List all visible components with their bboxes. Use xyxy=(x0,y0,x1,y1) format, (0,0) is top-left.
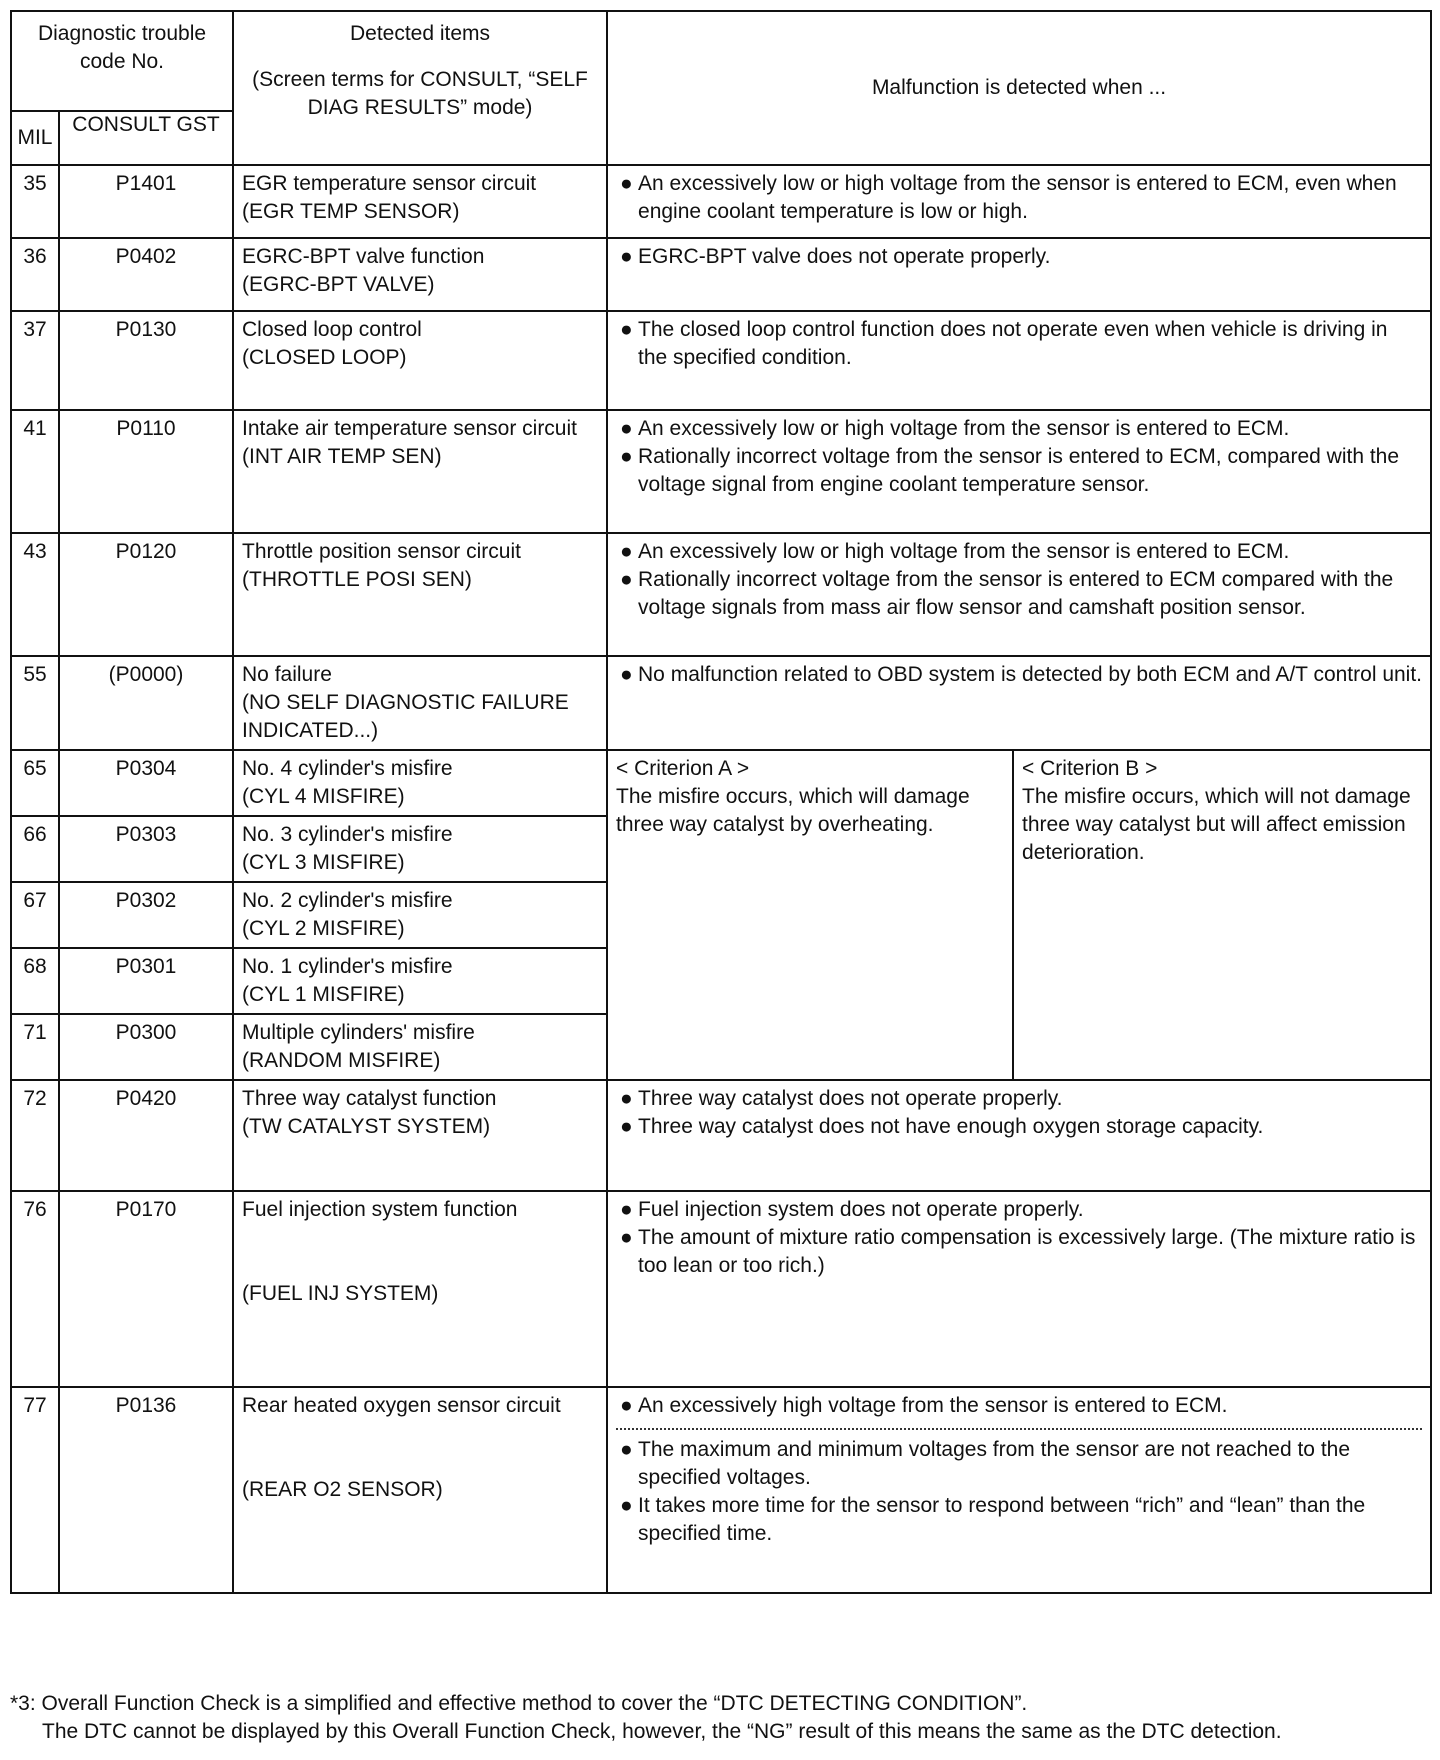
malfunction-bullet-text: The closed loop control function does not operate even when vehicle is driving in the specified condition. xyxy=(638,318,1388,369)
bullet-icon: ● xyxy=(620,540,633,563)
malfunction-bullet-text: EGRC-BPT valve does not operate properly. xyxy=(638,245,1051,268)
mil-cell: 68 xyxy=(11,948,59,1014)
malfunction-bullet xyxy=(616,661,1422,689)
malfunction-cell xyxy=(607,1080,1431,1191)
detected-item-cell xyxy=(233,948,607,1014)
malfunction-bullet xyxy=(616,170,1422,226)
header-malfunction: Malfunction is detected when ... xyxy=(607,11,1431,165)
detected-item-name: Throttle position sensor circuit xyxy=(242,540,521,563)
detected-item-name: Three way catalyst function xyxy=(242,1087,497,1110)
spacer xyxy=(242,1224,598,1280)
mil-cell: 55 xyxy=(11,656,59,750)
screen-term: (EGR TEMP SENSOR) xyxy=(242,200,460,223)
malfunction-bullet xyxy=(616,1436,1422,1492)
detected-item-name: Fuel injection system function xyxy=(242,1198,518,1221)
consult-gst-cell: P0402 xyxy=(59,238,233,311)
malfunction-bullet-text: Three way catalyst does not have enough oxygen storage capacity. xyxy=(638,1115,1264,1138)
bullet-icon: ● xyxy=(620,1494,633,1517)
detected-item-cell xyxy=(233,238,607,311)
header-detected-items xyxy=(233,11,607,165)
malfunction-bullet xyxy=(616,1492,1422,1548)
malfunction-bullet-text: It takes more time for the sensor to respond between “rich” and “lean” than the specified time. xyxy=(638,1494,1366,1545)
screen-term: (INT AIR TEMP SEN) xyxy=(242,445,442,468)
malfunction-bullet-text: Rationally incorrect voltage from the sensor is entered to ECM, compared with the voltage signal from engine coolant temperature sensor. xyxy=(638,445,1400,496)
table-row xyxy=(11,533,1431,656)
header-consult-gst: CONSULT GST xyxy=(59,111,233,165)
malfunction-cell xyxy=(607,533,1431,656)
detected-item-name: No. 1 cylinder's misfire xyxy=(242,955,453,978)
consult-gst-cell: P0420 xyxy=(59,1080,233,1191)
malfunction-bullet-text: The amount of mixture ratio compensation is excessively large. (The mixture ratio is too lean or too rich.) xyxy=(638,1226,1416,1277)
bullet-icon: ● xyxy=(620,417,633,440)
detected-item-cell xyxy=(233,1191,607,1387)
detected-item-cell xyxy=(233,1080,607,1191)
malfunction-bullet-text: The maximum and minimum voltages from the sensor are not reached to the specified voltages. xyxy=(638,1438,1351,1489)
dotted-divider xyxy=(616,1428,1422,1430)
bullet-icon: ● xyxy=(620,663,633,686)
malfunction-bullet-text: Three way catalyst does not operate properly. xyxy=(638,1087,1063,1110)
screen-term: (EGRC-BPT VALVE) xyxy=(242,273,435,296)
malfunction-cell xyxy=(607,1191,1431,1387)
malfunction-bullet-text: No malfunction related to OBD system is detected by both ECM and A/T control unit. xyxy=(638,663,1423,686)
mil-cell: 35 xyxy=(11,165,59,238)
consult-gst-cell: P0302 xyxy=(59,882,233,948)
malfunction-cell xyxy=(607,311,1431,410)
mil-cell: 71 xyxy=(11,1014,59,1080)
detected-item-name: No. 3 cylinder's misfire xyxy=(242,823,453,846)
bullet-icon: ● xyxy=(620,172,633,195)
detected-item-cell xyxy=(233,1014,607,1080)
consult-gst-cell: P0120 xyxy=(59,533,233,656)
detected-item-name: Closed loop control xyxy=(242,318,422,341)
screen-term: (REAR O2 SENSOR) xyxy=(242,1478,443,1501)
table-row xyxy=(11,311,1431,410)
detected-item-cell xyxy=(233,165,607,238)
screen-term: (CYL 4 MISFIRE) xyxy=(242,785,405,808)
malfunction-bullet xyxy=(616,316,1422,372)
screen-term: (TW CATALYST SYSTEM) xyxy=(242,1115,491,1138)
malfunction-bullet xyxy=(616,415,1422,443)
criterion-b-title: < Criterion B > xyxy=(1022,757,1158,780)
malfunction-bullet xyxy=(616,1085,1422,1113)
mil-cell: 77 xyxy=(11,1387,59,1593)
table-row xyxy=(11,1080,1431,1191)
detected-item-name: No. 2 cylinder's misfire xyxy=(242,889,453,912)
detected-item-cell xyxy=(233,882,607,948)
header-dtc-no: Diagnostic trouble code No. xyxy=(11,11,233,111)
mil-cell: 37 xyxy=(11,311,59,410)
consult-gst-cell: P0303 xyxy=(59,816,233,882)
detected-item-name: No. 4 cylinder's misfire xyxy=(242,757,453,780)
detected-item-cell xyxy=(233,311,607,410)
screen-term: (CYL 3 MISFIRE) xyxy=(242,851,405,874)
bullet-icon: ● xyxy=(620,245,633,268)
detected-item-cell xyxy=(233,656,607,750)
bullet-icon: ● xyxy=(620,1198,633,1221)
bullet-icon: ● xyxy=(620,568,633,591)
malfunction-cell xyxy=(607,238,1431,311)
footnote xyxy=(10,1690,1430,1746)
bullet-icon: ● xyxy=(620,1394,633,1417)
table-row xyxy=(11,1387,1431,1593)
bullet-icon: ● xyxy=(620,445,633,468)
bullet-icon: ● xyxy=(620,1087,633,1110)
malfunction-cell xyxy=(607,1387,1431,1593)
table-row xyxy=(11,750,1431,816)
table-row xyxy=(11,656,1431,750)
criterion-a-title: < Criterion A > xyxy=(616,757,750,780)
malfunction-cell xyxy=(607,165,1431,238)
malfunction-bullet xyxy=(616,1113,1422,1141)
malfunction-bullet-text: An excessively low or high voltage from the sensor is entered to ECM. xyxy=(638,417,1290,440)
mil-cell: 66 xyxy=(11,816,59,882)
consult-gst-cell: P1401 xyxy=(59,165,233,238)
malfunction-bullet xyxy=(616,1224,1422,1280)
detected-item-name: Multiple cylinders' misfire xyxy=(242,1021,475,1044)
bullet-icon: ● xyxy=(620,318,633,341)
malfunction-bullet xyxy=(616,243,1422,271)
malfunction-bullet xyxy=(616,566,1422,622)
mil-cell: 65 xyxy=(11,750,59,816)
screen-term: (CYL 2 MISFIRE) xyxy=(242,917,405,940)
consult-gst-cell: P0301 xyxy=(59,948,233,1014)
criterion-b-text: The misfire occurs, which will not damage three way catalyst but will affect emission deterioration. xyxy=(1022,785,1411,864)
malfunction-bullet-text: Fuel injection system does not operate properly. xyxy=(638,1198,1084,1221)
detected-item-name: EGRC-BPT valve function xyxy=(242,245,485,268)
bullet-icon: ● xyxy=(620,1115,633,1138)
table-row xyxy=(11,1191,1431,1387)
consult-gst-cell: (P0000) xyxy=(59,656,233,750)
malfunction-cell xyxy=(607,410,1431,533)
malfunction-bullet-text: An excessively low or high voltage from the sensor is entered to ECM, even when engine coolant temperature is low or high. xyxy=(638,172,1397,223)
consult-gst-cell: P0110 xyxy=(59,410,233,533)
malfunction-bullet xyxy=(616,538,1422,566)
malfunction-bullet xyxy=(616,1196,1422,1224)
header-detected-items-title: Detected items xyxy=(349,22,491,45)
malfunction-bullet xyxy=(616,443,1422,499)
malfunction-bullet-text: Rationally incorrect voltage from the sensor is entered to ECM compared with the voltage signals from mass air flow sensor and camshaft position sensor. xyxy=(638,568,1394,619)
malfunction-cell xyxy=(607,656,1431,750)
malfunction-bullet-text: An excessively low or high voltage from the sensor is entered to ECM. xyxy=(638,540,1290,563)
footnote-line-2: The DTC cannot be displayed by this Overall Function Check, however, the “NG” result of this means the same as the DTC detection. xyxy=(42,1720,1282,1743)
consult-gst-cell: P0136 xyxy=(59,1387,233,1593)
criterion-b-cell xyxy=(1013,750,1431,1080)
dtc-table xyxy=(10,10,1432,1594)
malfunction-bullet xyxy=(616,1392,1422,1420)
detected-item-name: No failure xyxy=(242,663,332,686)
detected-item-name: EGR temperature sensor circuit xyxy=(242,172,537,195)
table-row xyxy=(11,410,1431,533)
header-screen-terms: (Screen terms for CONSULT, “SELF DIAG RESULTS” mode) xyxy=(252,68,588,119)
criterion-a-text: The misfire occurs, which will damage three way catalyst by overheating. xyxy=(616,785,970,836)
consult-gst-cell: P0170 xyxy=(59,1191,233,1387)
screen-term: (NO SELF DIAGNOSTIC FAILURE INDICATED...) xyxy=(242,691,569,742)
mil-cell: 76 xyxy=(11,1191,59,1387)
malfunction-bullet-text: An excessively high voltage from the sensor is entered to ECM. xyxy=(638,1394,1228,1417)
detected-item-name: Intake air temperature sensor circuit xyxy=(242,417,577,440)
consult-gst-cell: P0130 xyxy=(59,311,233,410)
detected-item-cell xyxy=(233,816,607,882)
mil-cell: 36 xyxy=(11,238,59,311)
mil-cell: 72 xyxy=(11,1080,59,1191)
consult-gst-cell: P0304 xyxy=(59,750,233,816)
detected-item-name: Rear heated oxygen sensor circuit xyxy=(242,1394,561,1417)
mil-cell: 41 xyxy=(11,410,59,533)
screen-term: (CYL 1 MISFIRE) xyxy=(242,983,405,1006)
screen-term: (RANDOM MISFIRE) xyxy=(242,1049,441,1072)
table-row xyxy=(11,165,1431,238)
screen-term: (THROTTLE POSI SEN) xyxy=(242,568,472,591)
table-row xyxy=(11,238,1431,311)
spacer xyxy=(242,1420,598,1476)
consult-gst-cell: P0300 xyxy=(59,1014,233,1080)
detected-item-cell xyxy=(233,1387,607,1593)
header-mil: MIL xyxy=(11,111,59,165)
mil-cell: 43 xyxy=(11,533,59,656)
detected-item-cell xyxy=(233,750,607,816)
detected-item-cell xyxy=(233,533,607,656)
screen-term: (CLOSED LOOP) xyxy=(242,346,407,369)
footnote-line-1: *3: Overall Function Check is a simplified and effective method to cover the “DTC DETECTING CONDITION”. xyxy=(10,1692,1028,1715)
criterion-a-cell xyxy=(607,750,1013,1080)
bullet-icon: ● xyxy=(620,1226,633,1249)
mil-cell: 67 xyxy=(11,882,59,948)
screen-term: (FUEL INJ SYSTEM) xyxy=(242,1282,439,1305)
bullet-icon: ● xyxy=(620,1438,633,1461)
detected-item-cell xyxy=(233,410,607,533)
